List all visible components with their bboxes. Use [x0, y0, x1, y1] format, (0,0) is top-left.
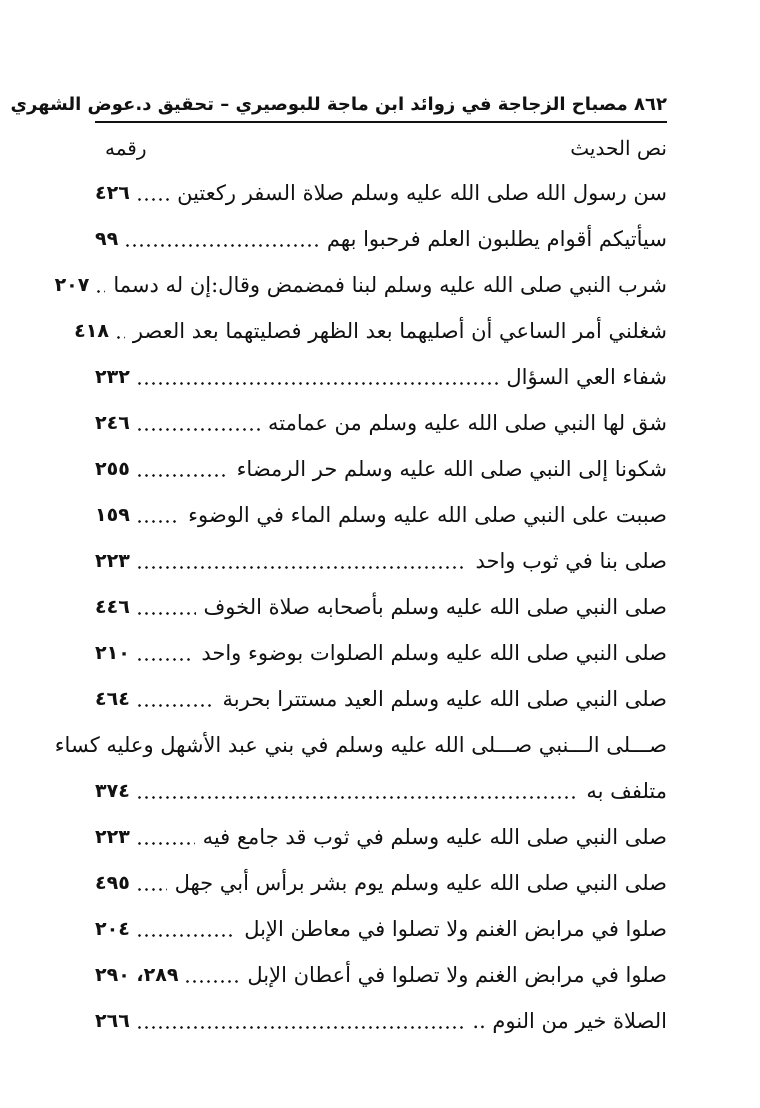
index-entry	[95, 998, 667, 1044]
entry-number: ٤٢٦	[95, 182, 130, 204]
hadith-number-heading: رقمه	[105, 136, 147, 160]
entry-text: سن رسول الله صلى الله عليه وسلم صلاة السفر ركعتين	[177, 181, 667, 205]
dot-leader	[124, 244, 319, 247]
entry-text: سيأتيكم أقوام يطلبون العلم فرحبوا بهم	[326, 227, 667, 251]
index-entry	[95, 354, 667, 400]
hadith-index-list	[54, 170, 667, 1044]
index-entry	[95, 584, 667, 630]
index-entry	[95, 492, 667, 538]
dot-leader	[136, 1026, 465, 1029]
index-entry	[95, 814, 667, 860]
index-entry	[95, 676, 667, 722]
dot-leader	[136, 520, 180, 523]
index-entry	[95, 216, 667, 262]
running-header: ٨٦٢ مصباح الزجاجة في زوائد ابن ماجة للبوصيري – تحقيق د.عوض الشهري	[10, 94, 667, 115]
entry-text: صلى النبي صلى الله عليه وسلم بأصحابه صلاة الخوف	[203, 595, 667, 619]
entry-text: صلوا في مرابض الغنم ولا تصلوا في أعطان الإبل	[247, 963, 667, 987]
dot-leader	[115, 336, 125, 339]
column-headings	[95, 130, 667, 166]
entry-text: صلوا في مرابض الغنم ولا تصلوا في معاطن الإبل	[244, 917, 667, 941]
entry-text: شكونا إلى النبي صلى الله عليه وسلم حر الرمضاء	[236, 457, 667, 481]
entry-text: صلى النبي صلى الله عليه وسلم يوم بشر برأس أبي جهل	[174, 871, 667, 895]
dot-leader	[184, 980, 239, 983]
entry-number: ٢٢٣	[95, 550, 130, 572]
dot-leader	[136, 704, 215, 707]
entry-number: ٩٩	[95, 228, 119, 250]
entry-number: ٢٥٥	[95, 458, 130, 480]
entry-text: صلى النبي صلى الله عليه وسلم العيد مستترا بحربة	[222, 687, 667, 711]
header-divider	[95, 121, 667, 123]
index-entry-continued	[54, 722, 667, 768]
dot-leader	[136, 428, 260, 431]
entry-text: صلى النبي صلى الله عليه وسلم في ثوب قد جامع فيه	[202, 825, 667, 849]
index-entry	[95, 630, 667, 676]
entry-number: ٤٦٤	[95, 688, 130, 710]
entry-number: ٢٠٧	[54, 274, 90, 296]
entry-text: متلفف به	[586, 779, 667, 803]
entry-number: ٣٧٤	[95, 780, 130, 802]
index-entry	[95, 860, 667, 906]
entry-text: صلى النبي صلى الله عليه وسلم الصلوات بوضوء واحد	[201, 641, 667, 665]
entry-number: ٢٢٣	[95, 826, 130, 848]
entry-number: ١٥٩	[95, 504, 130, 526]
index-entry	[95, 906, 667, 952]
entry-text: صـــلى الـــنبي صـــلى الله عليه وسلم في بني عبد الأشهل وعليه كساء	[54, 733, 667, 757]
entry-number: ٢٠٤	[95, 918, 130, 940]
dot-leader	[95, 290, 105, 293]
dot-leader	[136, 474, 229, 477]
entry-number: ٢٣٢	[95, 366, 130, 388]
entry-text: شغلني أمر الساعي أن أصليهما بعد الظهر فصليتهما بعد العصر	[132, 319, 667, 343]
entry-number: ٢١٠	[95, 642, 130, 664]
entry-number: ٢٨٩، ٢٩٠	[95, 964, 179, 986]
entry-number: ٢٦٦	[95, 1010, 130, 1032]
entry-number: ٤٤٦	[95, 596, 130, 618]
entry-number: ٤١٨	[74, 320, 109, 342]
index-entry	[95, 170, 667, 216]
entry-text: صببت على النبي صلى الله عليه وسلم الماء في الوضوء	[188, 503, 667, 527]
index-entry	[95, 400, 667, 446]
dot-leader	[136, 198, 169, 201]
dot-leader	[136, 382, 499, 385]
dot-leader	[136, 658, 194, 661]
dot-leader	[136, 566, 468, 569]
entry-text: صلى بنا في ثوب واحد	[475, 549, 667, 573]
index-entry	[74, 308, 667, 354]
index-page	[10, 0, 667, 1108]
entry-text: شرب النبي صلى الله عليه وسلم لبنا فمضمض وقال:إن له دسما	[113, 273, 667, 297]
entry-number: ٢٤٦	[95, 412, 130, 434]
dot-leader	[136, 934, 236, 937]
index-entry	[54, 262, 667, 308]
dot-leader	[136, 888, 167, 891]
entry-number: ٤٩٥	[95, 872, 130, 894]
dot-leader	[136, 842, 195, 845]
dot-leader	[136, 796, 579, 799]
entry-text: شق لها النبي صلى الله عليه وسلم من عمامته	[267, 411, 667, 435]
index-entry	[95, 768, 667, 814]
hadith-text-heading: نص الحديث	[570, 136, 667, 160]
index-entry	[95, 538, 667, 584]
entry-text: الصلاة خير من النوم ..	[472, 1009, 667, 1033]
index-entry	[95, 952, 667, 998]
entry-text: شفاء العي السؤال	[506, 365, 667, 389]
index-entry	[95, 446, 667, 492]
dot-leader	[136, 612, 196, 615]
